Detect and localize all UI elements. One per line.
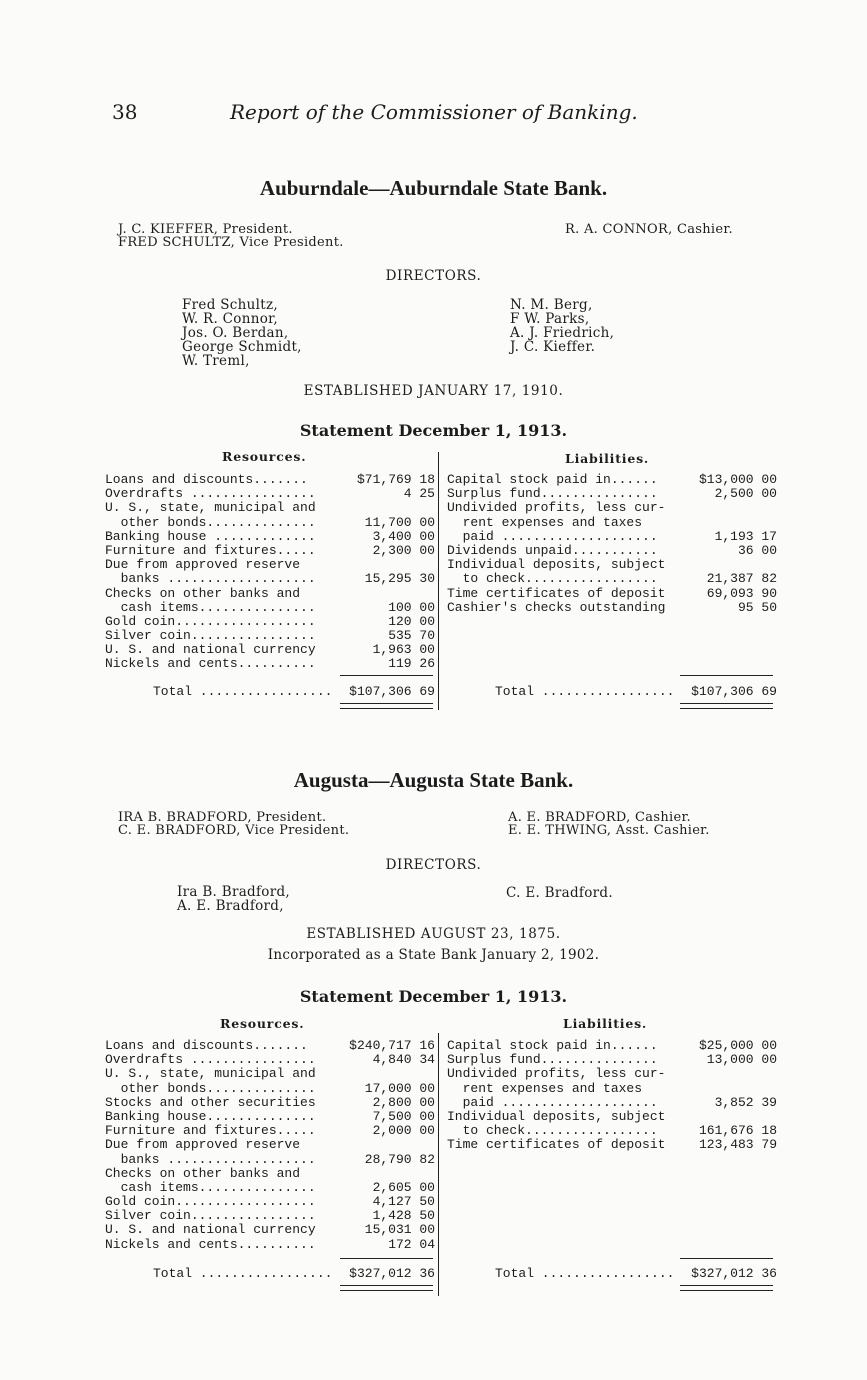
total-label: Total ................. <box>153 1266 333 1281</box>
ledger-row <box>105 572 435 586</box>
officer: C. E. BRADFORD, Vice President. <box>118 823 350 838</box>
ledger-row <box>105 1195 435 1209</box>
ledger-amount <box>685 1110 777 1124</box>
ledger-label: Overdrafts ................ <box>105 487 316 502</box>
ledger-row <box>105 601 435 615</box>
officers-right <box>508 811 710 837</box>
ledger-row <box>105 1181 435 1195</box>
ledger-row <box>447 473 777 487</box>
director: W. Treml, <box>182 353 250 369</box>
ledger-row <box>105 1082 435 1096</box>
ledger-label: Due from approved reserve <box>105 1138 301 1153</box>
ledger-amount: 11,700 00 <box>364 514 435 530</box>
ledger-label: rent expenses and taxes <box>447 515 643 530</box>
directors-heading: DIRECTORS. <box>385 857 482 873</box>
ledger-label: other bonds.............. <box>105 1081 316 1096</box>
ledger-row <box>447 501 777 515</box>
double-rule <box>340 1285 433 1291</box>
ledger-amount: 1,193 17 <box>714 528 777 544</box>
ledger-label: Furniture and fixtures..... <box>105 1124 316 1139</box>
ledger-amount: 4,840 34 <box>372 1052 435 1068</box>
sum-rule <box>340 1258 433 1259</box>
officer: E. E. THWING, Asst. Cashier. <box>508 823 710 838</box>
ledger-amount: 1,963 00 <box>372 642 435 658</box>
ledger-amount: 535 70 <box>388 628 435 644</box>
ledger-row <box>447 1096 777 1110</box>
ledger-label: Nickels and cents.......... <box>105 657 316 672</box>
ledger-row <box>105 1238 435 1252</box>
liabilities-heading: Liabilities. <box>565 451 650 466</box>
ledger-label: Stocks and other securities <box>105 1095 316 1110</box>
ledger-row <box>447 544 777 558</box>
ledger-row <box>447 1138 777 1152</box>
ledger-amount: $13,000 00 <box>698 472 777 487</box>
ledger-row <box>447 1124 777 1138</box>
director: A. E. Bradford, <box>177 898 284 914</box>
director: C. E. Bradford. <box>506 885 613 901</box>
page-number: 38 <box>112 100 138 124</box>
ledger-amount: 2,605 00 <box>372 1179 435 1195</box>
directors-left <box>177 885 290 913</box>
ledger-label: U. S. and national currency <box>105 643 316 658</box>
ledger-row <box>105 1110 435 1124</box>
ledger-label: Gold coin.................. <box>105 1195 316 1210</box>
ledger-row <box>105 1124 435 1138</box>
ledger-amount: 13,000 00 <box>706 1052 777 1068</box>
established-line: ESTABLISHED JANUARY 17, 1910. <box>303 383 564 399</box>
ledger-amount: $71,769 18 <box>356 472 435 487</box>
ledger-label: Individual deposits, subject <box>447 1109 666 1124</box>
double-rule <box>340 703 433 709</box>
total-label: Total ................. <box>153 684 333 699</box>
ledger-amount: $25,000 00 <box>698 1038 777 1053</box>
ledger-amount: 17,000 00 <box>364 1080 435 1096</box>
ledger-amount: 100 00 <box>388 599 435 615</box>
ledger-row <box>105 1096 435 1110</box>
ledger-label: Banking house.............. <box>105 1109 316 1124</box>
ledger-amount: 4 25 <box>403 486 435 502</box>
director: Fred Schultz, <box>182 297 278 313</box>
resources-heading: Resources. <box>222 449 307 464</box>
resources-heading: Resources. <box>220 1016 305 1031</box>
ledger-amount: 120 00 <box>388 613 435 629</box>
liabilities-total-row <box>447 1266 777 1281</box>
ledger-amount <box>685 1082 777 1096</box>
ledger-label: rent expenses and taxes <box>447 1081 643 1096</box>
ledger-label: paid .................... <box>447 1095 658 1110</box>
statement-heading: Statement December 1, 1913. <box>299 987 568 1006</box>
double-rule <box>680 703 773 709</box>
ledger-amount: 15,031 00 <box>364 1222 435 1238</box>
ledger-amount <box>685 558 777 572</box>
ledger-amount <box>343 1138 435 1152</box>
ledger-label: U. S. and national currency <box>105 1223 316 1238</box>
directors-right <box>510 298 614 354</box>
ledger-amount: 172 04 <box>388 1236 435 1252</box>
resources-total: $327,012 36 <box>349 1266 435 1281</box>
ledger-label: Individual deposits, subject <box>447 558 666 573</box>
ledger-label: Undivided profits, less cur- <box>447 1067 666 1082</box>
liabilities-list <box>447 473 777 615</box>
ledger-label: other bonds.............. <box>105 515 316 530</box>
ledger-row <box>105 1223 435 1237</box>
ledger-label: Overdrafts ................ <box>105 1053 316 1068</box>
ledger-row <box>105 587 435 601</box>
ledger-amount: 2,300 00 <box>372 542 435 558</box>
ledger-amount: 36 00 <box>737 542 777 558</box>
bank-title: Auburndale—Auburndale State Bank. <box>259 176 608 200</box>
ledger-amount: 69,093 90 <box>706 585 777 601</box>
ledger-label: Surplus fund............... <box>447 487 658 502</box>
ledger-row <box>447 1039 777 1053</box>
ledger-amount: 1,428 50 <box>372 1208 435 1224</box>
ledger-label: Loans and discounts....... <box>105 1039 308 1053</box>
ledger-row <box>105 1039 435 1053</box>
ledger-label: Nickels and cents.......... <box>105 1237 316 1252</box>
ledger-amount <box>343 501 435 515</box>
column-divider <box>438 1033 439 1296</box>
ledger-label: Surplus fund............... <box>447 1053 658 1068</box>
ledger-row <box>105 544 435 558</box>
ledger-label: Due from approved reserve <box>105 558 301 573</box>
ledger-label: Capital stock paid in...... <box>447 473 658 487</box>
ledger-label: cash items............... <box>105 600 316 615</box>
directors-right <box>506 886 613 900</box>
officer: R. A. CONNOR, Cashier. <box>565 222 733 237</box>
director: F W. Parks, <box>510 311 590 327</box>
resources-total-row <box>105 684 435 699</box>
ledger-amount: 28,790 82 <box>364 1151 435 1167</box>
ledger-row <box>105 657 435 671</box>
ledger-amount <box>685 501 777 515</box>
liabilities-total-row <box>447 684 777 699</box>
ledger-label: Checks on other banks and <box>105 1166 301 1181</box>
ledger-label: Time certificates of deposit <box>447 1138 666 1153</box>
ledger-amount <box>343 1067 435 1081</box>
ledger-amount: 2,800 00 <box>372 1094 435 1110</box>
double-rule <box>680 1285 773 1291</box>
sum-rule <box>680 1258 773 1259</box>
total-label: Total ................. <box>495 684 675 699</box>
sum-rule <box>340 675 433 676</box>
ledger-amount: 4,127 50 <box>372 1194 435 1210</box>
ledger-row <box>105 1167 435 1181</box>
ledger-row <box>105 643 435 657</box>
ledger-amount: 7,500 00 <box>372 1108 435 1124</box>
ledger-label: cash items............... <box>105 1180 316 1195</box>
ledger-row <box>105 1138 435 1152</box>
ledger-amount: 2,000 00 <box>372 1123 435 1139</box>
ledger-row <box>105 1209 435 1223</box>
ledger-label: Time certificates of deposit <box>447 586 666 601</box>
ledger-row <box>105 1153 435 1167</box>
ledger-label: banks ................... <box>105 1152 316 1167</box>
column-divider <box>438 452 439 710</box>
running-title: Report of the Commissioner of Banking. <box>230 100 638 124</box>
ledger-amount <box>343 558 435 572</box>
officers-left <box>118 811 349 837</box>
ledger-label: Silver coin................ <box>105 1209 316 1224</box>
sum-rule <box>680 675 773 676</box>
resources-total: $107,306 69 <box>349 684 435 699</box>
ledger-row <box>447 487 777 501</box>
ledger-row <box>105 1053 435 1067</box>
ledger-amount: 119 26 <box>388 656 435 672</box>
ledger-row <box>105 1067 435 1081</box>
ledger-label: Undivided profits, less cur- <box>447 501 666 516</box>
statement-heading: Statement December 1, 1913. <box>299 421 568 440</box>
ledger-row <box>105 473 435 487</box>
liabilities-total: $327,012 36 <box>691 1266 777 1281</box>
ledger-label: banks ................... <box>105 572 316 587</box>
ledger-row <box>447 587 777 601</box>
ledger-amount <box>343 1167 435 1181</box>
liabilities-heading: Liabilities. <box>563 1016 648 1031</box>
ledger-amount <box>685 1067 777 1081</box>
resources-list <box>105 1039 435 1252</box>
ledger-label: paid .................... <box>447 529 658 544</box>
director: A. J. Friedrich, <box>510 325 615 341</box>
ledger-amount: $240,717 16 <box>349 1038 435 1053</box>
director: Ira B. Bradford, <box>177 884 291 900</box>
ledger-label: Cashier's checks outstanding <box>447 600 666 615</box>
ledger-row <box>447 1110 777 1124</box>
ledger-label: Checks on other banks and <box>105 586 301 601</box>
bank-title: Augusta—Augusta State Bank. <box>293 768 574 792</box>
ledger-row <box>105 530 435 544</box>
officer: FRED SCHULTZ, Vice President. <box>118 235 344 250</box>
director: W. R. Connor, <box>182 311 278 327</box>
ledger-row <box>105 501 435 515</box>
directors-left <box>182 298 302 368</box>
ledger-label: U. S., state, municipal and <box>105 501 316 516</box>
director: George Schmidt, <box>182 339 302 355</box>
ledger-row <box>447 572 777 586</box>
ledger-label: to check................. <box>447 572 658 587</box>
resources-total-row <box>105 1266 435 1281</box>
ledger-row <box>105 516 435 530</box>
officers-right <box>565 223 733 236</box>
ledger-label: Dividends unpaid........... <box>447 543 658 558</box>
total-label: Total ................. <box>495 1266 675 1281</box>
directors-heading: DIRECTORS. <box>385 268 482 284</box>
officer: A. E. BRADFORD, Cashier. <box>508 810 691 825</box>
established-line: ESTABLISHED AUGUST 23, 1875. <box>306 926 561 942</box>
ledger-label: Capital stock paid in...... <box>447 1039 658 1053</box>
ledger-amount: 123,483 79 <box>698 1137 777 1153</box>
ledger-label: Furniture and fixtures..... <box>105 543 316 558</box>
ledger-amount: 2,500 00 <box>714 486 777 502</box>
ledger-label: Banking house ............. <box>105 529 316 544</box>
ledger-amount: 3,400 00 <box>372 528 435 544</box>
ledger-row <box>105 615 435 629</box>
ledger-amount: 3,852 39 <box>714 1094 777 1110</box>
ledger-row <box>447 530 777 544</box>
ledger-label: Loans and discounts....... <box>105 473 308 487</box>
ledger-row <box>105 487 435 501</box>
ledger-amount <box>343 587 435 601</box>
ledger-label: to check................. <box>447 1124 658 1139</box>
director: N. M. Berg, <box>510 297 593 313</box>
ledger-label: Silver coin................ <box>105 629 316 644</box>
ledger-amount: 21,387 82 <box>706 571 777 587</box>
liabilities-total: $107,306 69 <box>691 684 777 699</box>
ledger-row <box>447 1053 777 1067</box>
officers-left <box>118 223 344 249</box>
ledger-row <box>447 1067 777 1081</box>
ledger-row <box>447 516 777 530</box>
ledger-row <box>447 1082 777 1096</box>
ledger-row <box>447 601 777 615</box>
officer: J. C. KIEFFER, President. <box>118 222 293 237</box>
liabilities-list <box>447 1039 777 1153</box>
ledger-amount: 95 50 <box>737 599 777 615</box>
ledger-amount: 15,295 30 <box>364 571 435 587</box>
resources-list <box>105 473 435 672</box>
officer: IRA B. BRADFORD, President. <box>118 810 327 825</box>
incorporated-line: Incorporated as a State Bank January 2, 1902. <box>267 947 600 963</box>
ledger-row <box>105 558 435 572</box>
director: J. C. Kieffer. <box>510 339 596 355</box>
ledger-row <box>105 629 435 643</box>
ledger-label: U. S., state, municipal and <box>105 1067 316 1082</box>
director: Jos. O. Berdan, <box>182 325 289 341</box>
ledger-label: Gold coin.................. <box>105 614 316 629</box>
ledger-amount <box>685 516 777 530</box>
ledger-row <box>447 558 777 572</box>
ledger-amount: 161,676 18 <box>698 1123 777 1139</box>
